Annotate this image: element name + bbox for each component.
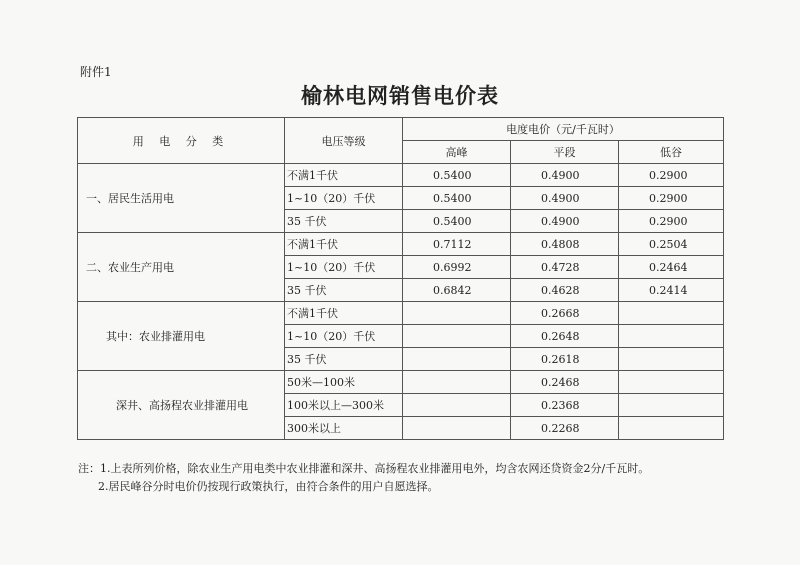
peak-cell: 0.5400 [403,164,511,187]
peak-cell [403,325,511,348]
peak-cell [403,371,511,394]
voltage-cell: 不满1千伏 [285,302,403,325]
header-row-1 [78,118,724,141]
peak-cell: 0.7112 [403,233,511,256]
valley-cell: 0.2900 [619,187,724,210]
valley-cell: 0.2900 [619,164,724,187]
peak-cell: 0.5400 [403,210,511,233]
peak-cell [403,302,511,325]
category-cell: 二、农业生产用电 [78,233,285,302]
note-line-2: 2.居民峰谷分时电价仍按现行政策执行，由符合条件的用户自愿选择。 [98,480,439,493]
price-table [77,117,724,440]
voltage-cell: 1~10（20）千伏 [285,256,403,279]
flat-cell: 0.4728 [511,256,619,279]
table-row [78,233,724,256]
valley-cell: 0.2504 [619,233,724,256]
peak-cell: 0.5400 [403,187,511,210]
category-cell: 一、居民生活用电 [78,164,285,233]
table-row [78,302,724,325]
peak-cell: 0.6992 [403,256,511,279]
flat-cell: 0.2268 [511,417,619,440]
notes [78,460,649,496]
voltage-cell: 35 千伏 [285,348,403,371]
flat-cell: 0.4628 [511,279,619,302]
valley-cell [619,394,724,417]
valley-cell [619,348,724,371]
category-cell: 深井、高扬程农业排灌用电 [78,371,285,440]
valley-cell: 0.2464 [619,256,724,279]
voltage-cell: 不满1千伏 [285,164,403,187]
voltage-cell: 50米—100米 [285,371,403,394]
flat-cell: 0.4808 [511,233,619,256]
header-flat: 平段 [511,141,619,164]
voltage-cell: 不满1千伏 [285,233,403,256]
table-row [78,164,724,187]
voltage-cell: 1~10（20）千伏 [285,187,403,210]
peak-cell [403,348,511,371]
flat-cell: 0.2668 [511,302,619,325]
valley-cell [619,302,724,325]
header-voltage: 电压等级 [285,118,403,164]
category-cell: 其中：农业排灌用电 [78,302,285,371]
peak-cell [403,394,511,417]
table-row [78,371,724,394]
voltage-cell: 300米以上 [285,417,403,440]
flat-cell: 0.2468 [511,371,619,394]
voltage-cell: 35 千伏 [285,210,403,233]
header-valley: 低谷 [619,141,724,164]
voltage-cell: 1~10（20）千伏 [285,325,403,348]
header-price-group: 电度电价（元/千瓦时） [403,118,724,141]
flat-cell: 0.4900 [511,210,619,233]
flat-cell: 0.2648 [511,325,619,348]
valley-cell [619,417,724,440]
flat-cell: 0.2618 [511,348,619,371]
flat-cell: 0.4900 [511,164,619,187]
voltage-cell: 35 千伏 [285,279,403,302]
header-peak: 高峰 [403,141,511,164]
peak-cell: 0.6842 [403,279,511,302]
note-line-1: 注：1.上表所列价格，除农业生产用电类中农业排灌和深井、高扬程农业排灌用电外，均含农网还贷资金2分/千瓦时。 [78,462,650,475]
flat-cell: 0.2368 [511,394,619,417]
voltage-cell: 100米以上—300米 [285,394,403,417]
peak-cell [403,417,511,440]
valley-cell [619,325,724,348]
valley-cell: 0.2900 [619,210,724,233]
flat-cell: 0.4900 [511,187,619,210]
attachment-label: 附件1 [80,65,112,79]
valley-cell: 0.2414 [619,279,724,302]
valley-cell [619,371,724,394]
header-category: 用 电 分 类 [78,118,285,164]
page-title: 榆林电网销售电价表 [301,83,499,108]
